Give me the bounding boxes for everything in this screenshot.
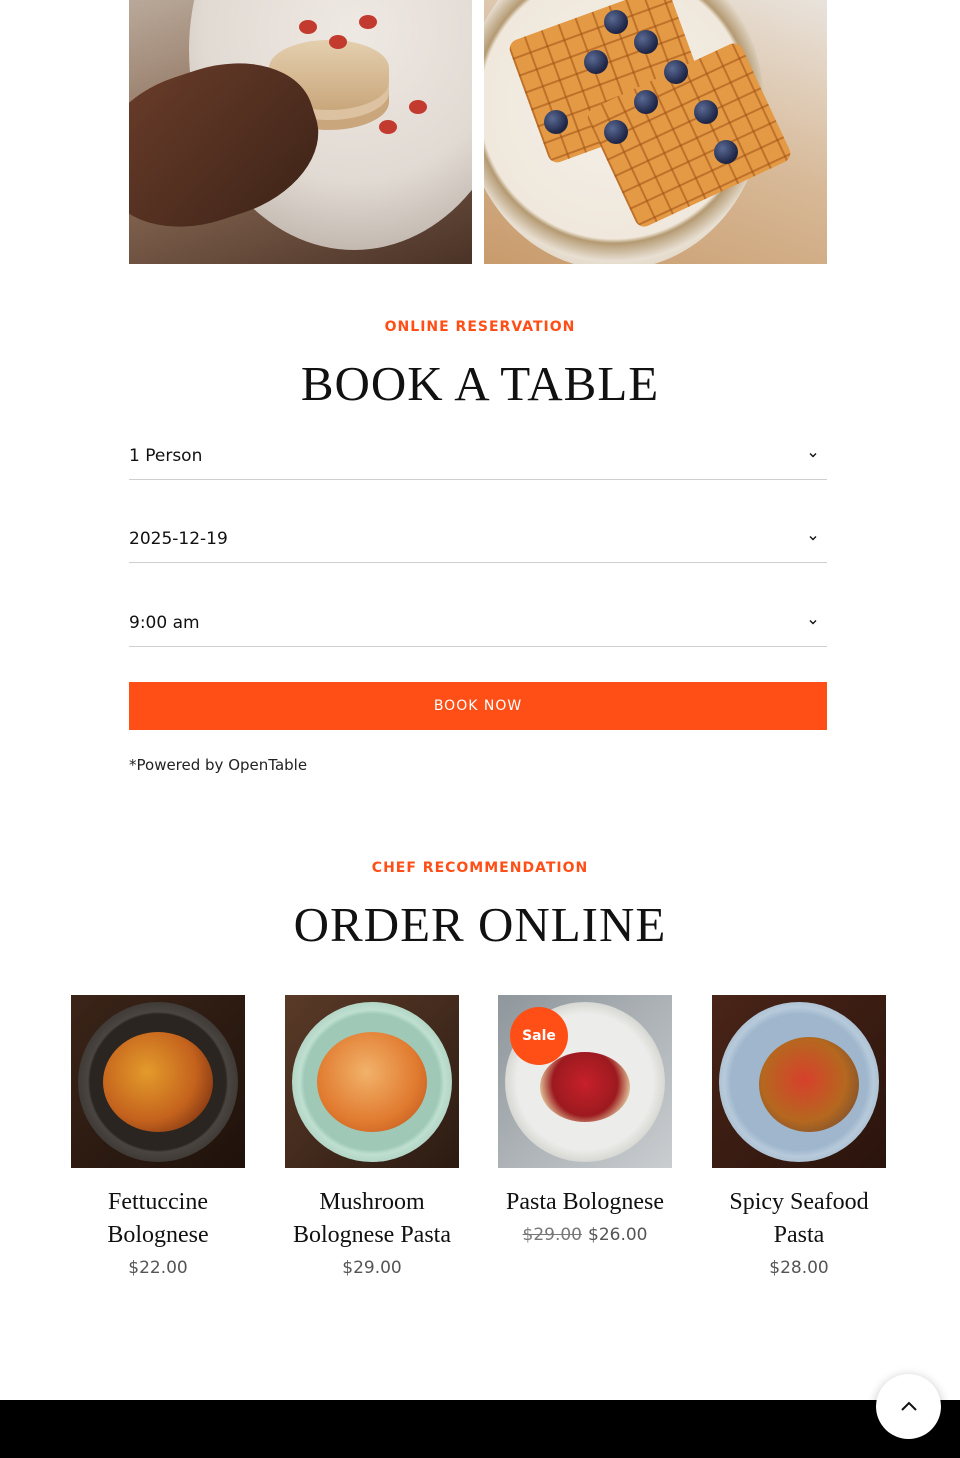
party-size-value: 1 Person bbox=[129, 446, 203, 466]
product-price: $29.00 $26.00 bbox=[522, 1225, 648, 1245]
reservation-eyebrow: ONLINE RESERVATION bbox=[384, 319, 576, 335]
chevron-down-icon bbox=[808, 533, 818, 543]
product-price: $29.00 bbox=[342, 1258, 402, 1278]
product-title[interactable]: Fettuccine Bolognese bbox=[107, 1189, 209, 1248]
pancake-dessert-image bbox=[129, 0, 472, 264]
book-a-table-title: BOOK A TABLE bbox=[300, 356, 660, 411]
product-image[interactable] bbox=[498, 995, 672, 1168]
product-card[interactable] bbox=[71, 995, 245, 1278]
date-value: 2025-12-19 bbox=[129, 529, 228, 549]
product-image[interactable] bbox=[712, 995, 886, 1168]
chevron-down-icon bbox=[808, 450, 818, 460]
back-to-top-button[interactable] bbox=[876, 1374, 941, 1439]
gallery bbox=[129, 0, 827, 264]
product-card[interactable] bbox=[498, 995, 672, 1245]
product-card[interactable] bbox=[285, 995, 459, 1278]
date-select[interactable] bbox=[129, 523, 827, 563]
product-price: $28.00 bbox=[769, 1258, 829, 1278]
time-select[interactable] bbox=[129, 607, 827, 647]
party-size-select[interactable] bbox=[129, 440, 827, 480]
powered-by-note: *Powered by OpenTable bbox=[129, 756, 308, 774]
product-image[interactable] bbox=[285, 995, 459, 1168]
old-price: $29.00 bbox=[522, 1225, 582, 1245]
order-online-title: ORDER ONLINE bbox=[293, 897, 667, 952]
product-title[interactable]: Spicy Seafood Pasta bbox=[729, 1189, 869, 1248]
book-now-button[interactable]: BOOK NOW bbox=[129, 682, 827, 730]
product-image[interactable] bbox=[71, 995, 245, 1168]
chevron-up-icon bbox=[898, 1396, 920, 1418]
order-eyebrow: CHEF RECOMMENDATION bbox=[371, 860, 589, 876]
product-title[interactable]: Pasta Bolognese bbox=[506, 1189, 664, 1215]
product-price: $22.00 bbox=[128, 1258, 188, 1278]
product-card[interactable] bbox=[712, 995, 886, 1278]
sale-badge: Sale bbox=[510, 1007, 568, 1065]
footer bbox=[0, 1400, 960, 1458]
waffle-blueberry-image bbox=[484, 0, 827, 264]
chevron-down-icon bbox=[808, 617, 818, 627]
time-value: 9:00 am bbox=[129, 613, 200, 633]
product-title[interactable]: Mushroom Bolognese Pasta bbox=[293, 1189, 451, 1248]
